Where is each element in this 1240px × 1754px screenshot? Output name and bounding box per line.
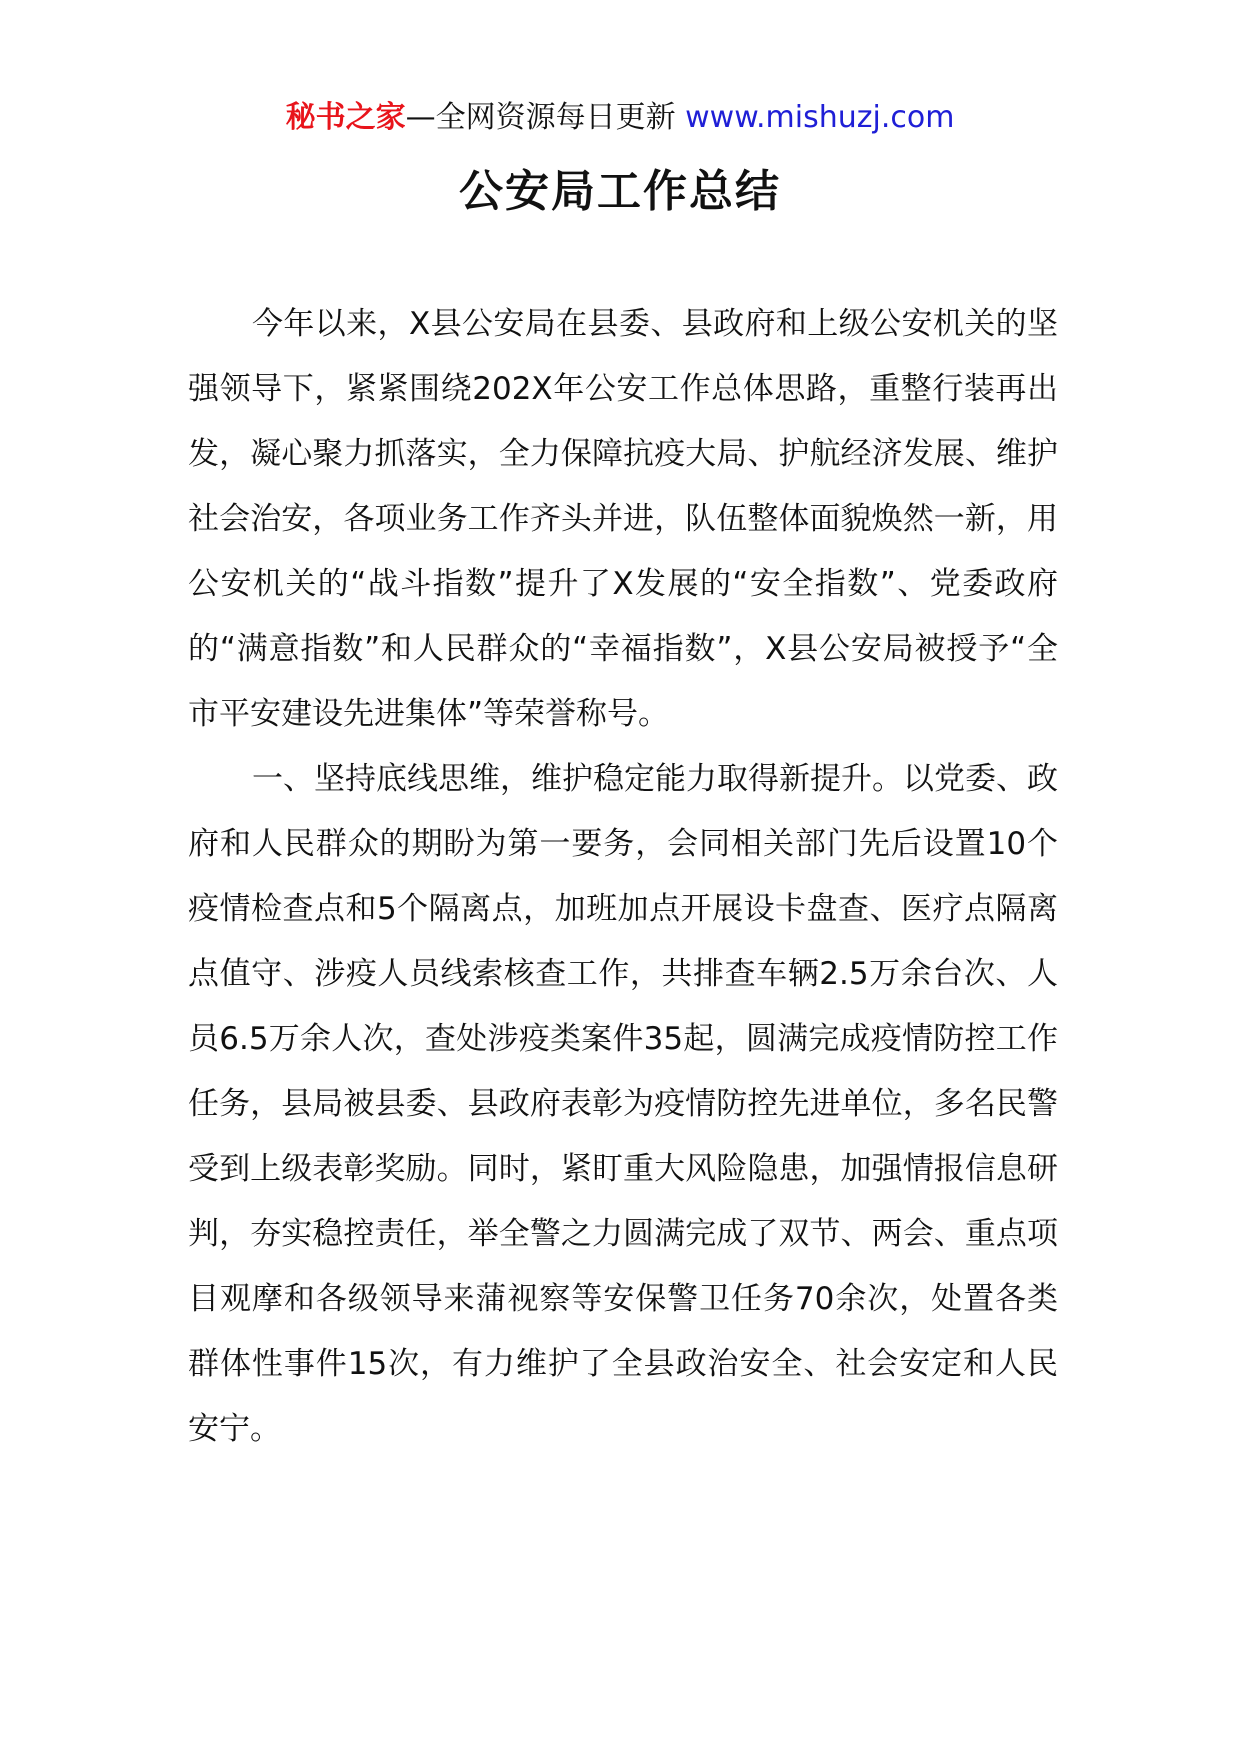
site-tagline: —全网资源每日更新 [405, 100, 676, 135]
site-brand: 秘书之家 [285, 100, 406, 135]
paragraph-section-one: 一、坚持底线思维，维护稳定能力取得新提升。以党委、政府和人民群众的期盼为第一要务，会同相关部门先后设置10个疫情检查点和5个隔离点，加班加点开展设卡盘查、医疗点隔离点值守、涉疫人员线索核查工作，共排查车辆2.5万余台次、人员6.5万余人次，查处涉疫类案件35起，圆满完成疫情防控工作任务，县局被县委、县政府表彰为疫情防控先进单位，多名民警受到上级表彰奖励。同时，紧盯重大风险隐患，加强情报信息研判，夯实稳控责任，举全警之力圆满完成了双节、两会、重点项目观摩和各级领导来蒲视察等安保警卫任务70余次，处置各类群体性事件15次，有力维护了全县政治安全、社会安定和人民安宁。 [188, 761, 1058, 1447]
document-title: 公安局工作总结 [459, 166, 781, 217]
site-header [0, 96, 1240, 140]
paragraph-intro: 今年以来，X县公安局在县委、县政府和上级公安机关的坚强领导下，紧紧围绕202X年公安工作总体思路，重整行装再出发，凝心聚力抓落实，全力保障抗疫大局、护航经济发展、维护社会治安，各项业务工作齐头并进，队伍整体面貌焕然一新，用公安机关的“战斗指数”提升了X发展的“安全指数”、党委政府的“满意指数”和人民群众的“幸福指数”，X县公安局被授予“全市平安建设先进集体”等荣誉称号。 [188, 306, 1058, 732]
document-body [188, 292, 1058, 1462]
site-url-link[interactable]: www.mishuzj.com [685, 100, 955, 135]
